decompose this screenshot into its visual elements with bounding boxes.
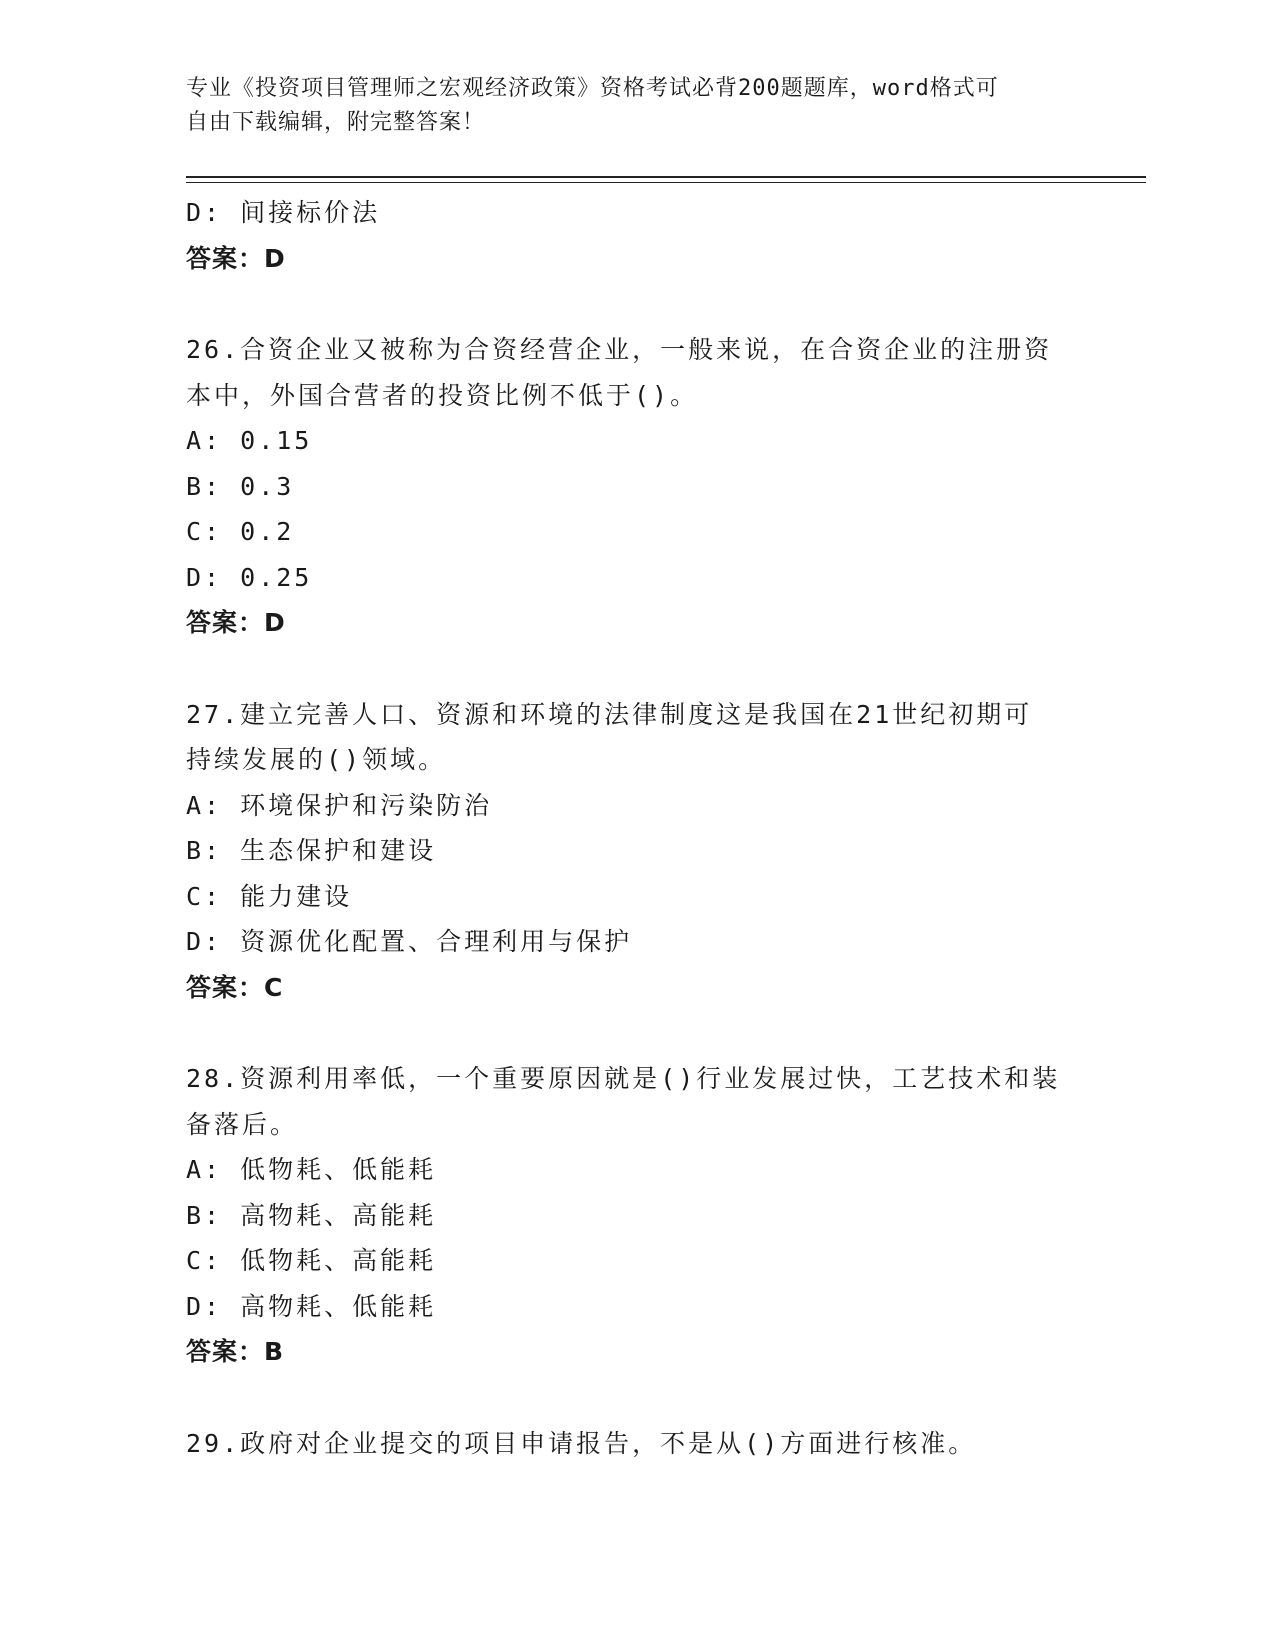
option-d: D: 间接标价法 [186, 198, 381, 227]
header-divider-thin [186, 182, 1146, 183]
option-d: D: 高物耗、低能耗 [186, 1291, 437, 1321]
option-b: B: 高物耗、高能耗 [186, 1200, 437, 1230]
question-text-line: 29.政府对企业提交的项目申请报告，不是从()方面进行核准。 [186, 1428, 977, 1458]
document-header [186, 72, 1086, 140]
question-28 [186, 1056, 1086, 1375]
question-text-line: 备落后。 [186, 1109, 299, 1139]
header-line-2: 自由下载编辑，附完整答案！ [186, 110, 486, 135]
option-c: C: 0.2 [186, 517, 295, 546]
answer-line: 答案：D [186, 243, 286, 273]
header-divider-thick [186, 176, 1146, 178]
option-d: D: 资源优化配置、合理利用与保护 [186, 927, 633, 956]
option-d: D: 0.25 [186, 562, 313, 592]
question-26 [186, 327, 1086, 646]
option-a: A: 环境保护和污染防治 [186, 790, 493, 820]
option-a: A: 低物耗、低能耗 [186, 1155, 437, 1184]
option-b: B: 生态保护和建设 [186, 836, 437, 865]
option-b: B: 0.3 [186, 471, 295, 501]
answer-line: 答案：B [186, 1337, 285, 1366]
document-body [186, 190, 1086, 1466]
answer-line: 答案：C [186, 972, 284, 1002]
question-text-line: 28.资源利用率低，一个重要原因就是()行业发展过快，工艺技术和装 [186, 1064, 1061, 1093]
question-29 [186, 1421, 1086, 1467]
answer-line: 答案：D [186, 608, 286, 637]
option-c: C: 能力建设 [186, 881, 353, 911]
option-c: C: 低物耗、高能耗 [186, 1246, 437, 1275]
question-text-line: 本中，外国合营者的投资比例不低于()。 [186, 380, 699, 410]
option-a: A: 0.15 [186, 426, 313, 455]
question-27 [186, 692, 1086, 1011]
question-text-line: 持续发展的()领域。 [186, 745, 447, 774]
question-text-line: 27.建立完善人口、资源和环境的法律制度这是我国在21世纪初期可 [186, 699, 1033, 729]
question-text-line: 26.合资企业又被称为合资经营企业，一般来说，在合资企业的注册资 [186, 335, 1053, 364]
header-line-1: 专业《投资项目管理师之宏观经济政策》资格考试必背200题题库，word格式可 [186, 76, 999, 101]
